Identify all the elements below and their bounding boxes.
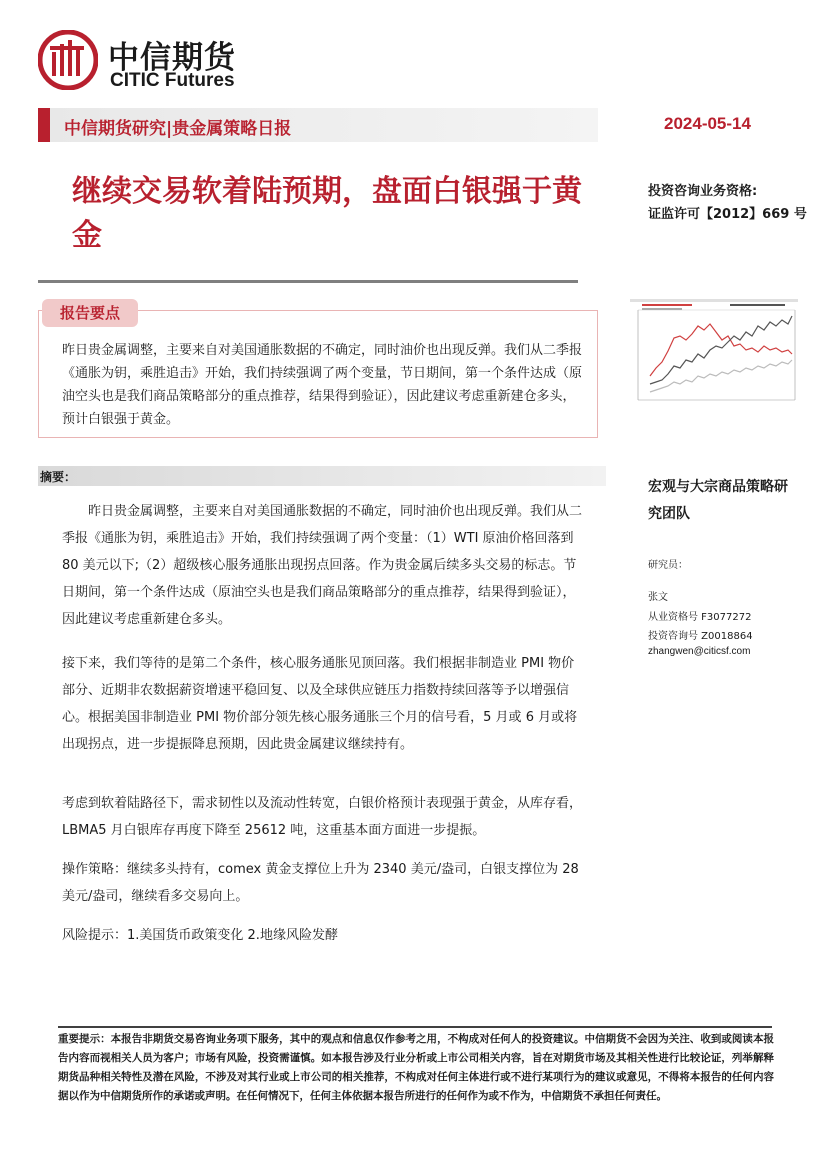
report-date: 2024-05-14 [664,114,751,133]
abstract-paragraph-1: 昨日贵金属调整，主要来自对美国通胀数据的不确定，同时油价也出现反弹。我们从二季报《通胀为钥，乘胜追击》开始，我们持续强调了两个变量：（1）WTI 原油价格回落到 80 美元以下;（2）超级核心服务通胀出现拐点回落。作为贵金属后续多头交易的标志。节日期间，第一个条件达成（原油空头也是我们商品策略部分的重点推荐，结果得到验证），因此建议考虑重新建仓多头。 [62,504,583,627]
abstract-paragraph-2: 接下来，我们等待的是第二个条件，核心服务通胀见顶回落。我们根据非制造业 PMI 物价部分、近期非农数据薪资增速平稳回复、以及全球供应链压力指数持续回落等予以增强信心。根据美国非制造业 PMI 物价部分领先核心服务通胀三个月的信号看，5 月或 6 月或将出现拐点，进一步提振降息预期，因此贵金属建议继续持有。 [62,656,578,752]
key-points-text: 昨日贵金属调整，主要来自对美国通胀数据的不确定，同时油价也出现反弹。我们从二季报《通胀为钥，乘胜追击》开始，我们持续强调了两个变量，节日期间，第一个条件达成（原油空头也是我们商品策略部分的重点推荐，结果得到验证），因此建议考虑重新建仓多头，预计白银强于黄金。 [62,343,583,427]
researcher-label: 研究员： [648,560,688,571]
risk-paragraph: 风险提示：1.美国货币政策变化 2.地缘风险发酵 [62,928,338,943]
researcher-name: 张文 [648,592,668,603]
license-label: 投资咨询业务资格: [648,184,758,199]
team-title: 宏观与大宗商品策略研究团队 [648,479,788,522]
report-band-accent [38,108,50,142]
disclaimer-text: 重要提示：本报告非期货交易咨询业务项下服务，其中的观点和信息仅作参考之用，不构成对任何人的投资建议。中信期货不会因为关注、收到或阅读本报告内容而视相关人员为客户；市场有风险，投资需谨慎。如本报告涉及行业分析或上市公司相关内容，旨在对期货市场及其相关性进行比较论证，列举解释期货品种相关特性及潜在风险，不涉及对其行业或上市公司的相关推荐，不构成对任何主体进行或不进行某项行为的建议或意见，不得将本报告的任何内容据以作为中信期货所作的承诺或声明。在任何情况下，任何主体依据本报告所进行的任何作为或不作为，中信期货不承担任何责任。 [58,1033,774,1102]
key-points-label: 报告要点 [42,299,138,327]
brand-name-cn: 中信期货 [108,40,236,76]
abstract-paragraph-3: 考虑到软着陆路径下，需求韧性以及流动性转宽，白银价格预计表现强于黄金，从库存看，LBMA5 月白银库存再度下降至 25612 吨，这重基本面方面进一步提振。 [62,796,583,838]
abstract-label: 摘要： [40,470,77,484]
abstract-bar [38,466,606,486]
researcher-license-1: 从业资格号 F3077272 [648,612,752,623]
disclaimer-divider [58,1026,772,1028]
report-series-title: 中信期货研究|贵金属策略日报 [64,119,292,139]
researcher-license-2: 投资咨询号 Z0018864 [648,631,753,642]
researcher-email[interactable]: zhangwen@citicsf.com [648,646,751,657]
citic-logo-icon [38,30,98,90]
brand-name-en: CITIC Futures [110,70,235,91]
cover-chart-thumbnail [630,296,798,408]
license-number: 证监许可【2012】669 号 [648,207,807,222]
page-title: 继续交易软着陆预期，盘面白银强于黄金 [72,174,582,253]
strategy-paragraph: 操作策略：继续多头持有，comex 黄金支撑位上升为 2340 美元/盎司，白银支撑位为 28 美元/盎司，继续看多交易向上。 [62,862,579,904]
title-divider [38,280,578,283]
